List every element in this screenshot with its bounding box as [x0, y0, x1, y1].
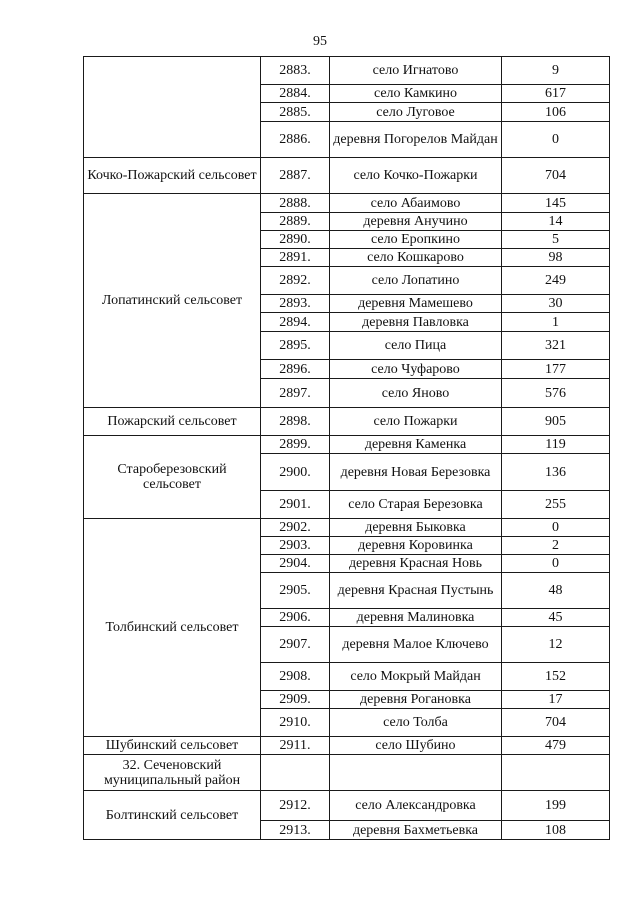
population-value: 152: [502, 663, 610, 691]
row-number: 2890.: [261, 231, 330, 249]
row-number: 2913.: [261, 821, 330, 840]
row-number: 2888.: [261, 194, 330, 213]
district-name: 32. Сеченовский муниципальный район: [84, 755, 261, 791]
settlement-name: село Толба: [330, 709, 502, 737]
settlement-name: деревня Малиновка: [330, 609, 502, 627]
row-number: 2910.: [261, 709, 330, 737]
row-number: 2903.: [261, 537, 330, 555]
population-value: 12: [502, 627, 610, 663]
row-number: 2908.: [261, 663, 330, 691]
page-number: 95: [313, 34, 327, 49]
row-number: 2891.: [261, 249, 330, 267]
row-number: 2895.: [261, 332, 330, 360]
population-value: 30: [502, 295, 610, 313]
population-value: 108: [502, 821, 610, 840]
table-row: [84, 519, 610, 537]
settlement-name: деревня Малое Ключево: [330, 627, 502, 663]
council-name: Староберезовский сельсовет: [84, 436, 261, 519]
settlement-name: село Игнатово: [330, 57, 502, 85]
table-row: [84, 158, 610, 194]
council-name: Лопатинский сельсовет: [84, 194, 261, 408]
population-value: 119: [502, 436, 610, 454]
row-number: 2901.: [261, 491, 330, 519]
empty-cell: [330, 755, 502, 791]
settlement-name: деревня Каменка: [330, 436, 502, 454]
settlement-name: село Лопатино: [330, 267, 502, 295]
council-name: Шубинский сельсовет: [84, 737, 261, 755]
row-number: 2911.: [261, 737, 330, 755]
settlement-name: деревня Анучино: [330, 213, 502, 231]
population-value: 0: [502, 519, 610, 537]
population-value: 45: [502, 609, 610, 627]
settlement-name: деревня Рогановка: [330, 691, 502, 709]
settlement-name: село Кочко-Пожарки: [330, 158, 502, 194]
population-value: 321: [502, 332, 610, 360]
council-name: Болтинский сельсовет: [84, 791, 261, 840]
settlement-name: село Мокрый Майдан: [330, 663, 502, 691]
settlement-name: село Александровка: [330, 791, 502, 821]
population-value: 1: [502, 313, 610, 332]
population-value: 704: [502, 709, 610, 737]
council-cell-blank: [84, 57, 261, 158]
settlement-name: село Кошкарово: [330, 249, 502, 267]
population-value: 2: [502, 537, 610, 555]
population-value: 255: [502, 491, 610, 519]
row-number: 2906.: [261, 609, 330, 627]
row-number: 2905.: [261, 573, 330, 609]
population-value: 17: [502, 691, 610, 709]
table-row: [84, 755, 610, 791]
row-number: 2907.: [261, 627, 330, 663]
row-number: 2887.: [261, 158, 330, 194]
empty-cell: [261, 755, 330, 791]
row-number: 2886.: [261, 122, 330, 158]
row-number: 2894.: [261, 313, 330, 332]
settlement-name: село Чуфарово: [330, 360, 502, 379]
settlement-name: деревня Красная Пустынь: [330, 573, 502, 609]
row-number: 2909.: [261, 691, 330, 709]
council-name: Кочко-Пожарский сельсовет: [84, 158, 261, 194]
table-row: [84, 57, 610, 85]
row-number: 2900.: [261, 454, 330, 491]
row-number: 2883.: [261, 57, 330, 85]
settlement-name: село Камкино: [330, 85, 502, 103]
population-value: 905: [502, 408, 610, 436]
council-name: Пожарский сельсовет: [84, 408, 261, 436]
settlement-name: деревня Мамешево: [330, 295, 502, 313]
settlement-name: деревня Красная Новь: [330, 555, 502, 573]
population-value: 617: [502, 85, 610, 103]
settlement-name: деревня Коровинка: [330, 537, 502, 555]
population-value: 249: [502, 267, 610, 295]
population-value: 98: [502, 249, 610, 267]
settlement-name: деревня Погорелов Майдан: [330, 122, 502, 158]
population-value: 576: [502, 379, 610, 408]
table-row: [84, 737, 610, 755]
settlement-name: деревня Быковка: [330, 519, 502, 537]
population-value: 199: [502, 791, 610, 821]
table-row: [84, 791, 610, 821]
settlement-name: село Шубино: [330, 737, 502, 755]
empty-cell: [502, 755, 610, 791]
population-value: 5: [502, 231, 610, 249]
row-number: 2896.: [261, 360, 330, 379]
settlements-table: [83, 56, 610, 840]
population-value: 177: [502, 360, 610, 379]
population-value: 14: [502, 213, 610, 231]
population-value: 145: [502, 194, 610, 213]
row-number: 2902.: [261, 519, 330, 537]
population-value: 479: [502, 737, 610, 755]
row-number: 2912.: [261, 791, 330, 821]
settlement-name: деревня Новая Березовка: [330, 454, 502, 491]
row-number: 2897.: [261, 379, 330, 408]
settlement-name: село Абаимово: [330, 194, 502, 213]
row-number: 2884.: [261, 85, 330, 103]
row-number: 2898.: [261, 408, 330, 436]
row-number: 2889.: [261, 213, 330, 231]
settlement-name: село Пица: [330, 332, 502, 360]
settlement-name: село Луговое: [330, 103, 502, 122]
row-number: 2885.: [261, 103, 330, 122]
population-value: 136: [502, 454, 610, 491]
row-number: 2893.: [261, 295, 330, 313]
population-value: 0: [502, 555, 610, 573]
settlement-name: деревня Бахметьевка: [330, 821, 502, 840]
settlement-name: село Яново: [330, 379, 502, 408]
settlement-name: деревня Павловка: [330, 313, 502, 332]
population-value: 0: [502, 122, 610, 158]
settlement-name: село Еропкино: [330, 231, 502, 249]
row-number: 2904.: [261, 555, 330, 573]
population-value: 704: [502, 158, 610, 194]
population-value: 48: [502, 573, 610, 609]
row-number: 2892.: [261, 267, 330, 295]
settlement-name: село Старая Березовка: [330, 491, 502, 519]
settlement-name: село Пожарки: [330, 408, 502, 436]
population-value: 106: [502, 103, 610, 122]
table-row: [84, 194, 610, 213]
table-row: [84, 436, 610, 454]
row-number: 2899.: [261, 436, 330, 454]
council-name: Толбинский сельсовет: [84, 519, 261, 737]
table-row: [84, 408, 610, 436]
population-value: 9: [502, 57, 610, 85]
